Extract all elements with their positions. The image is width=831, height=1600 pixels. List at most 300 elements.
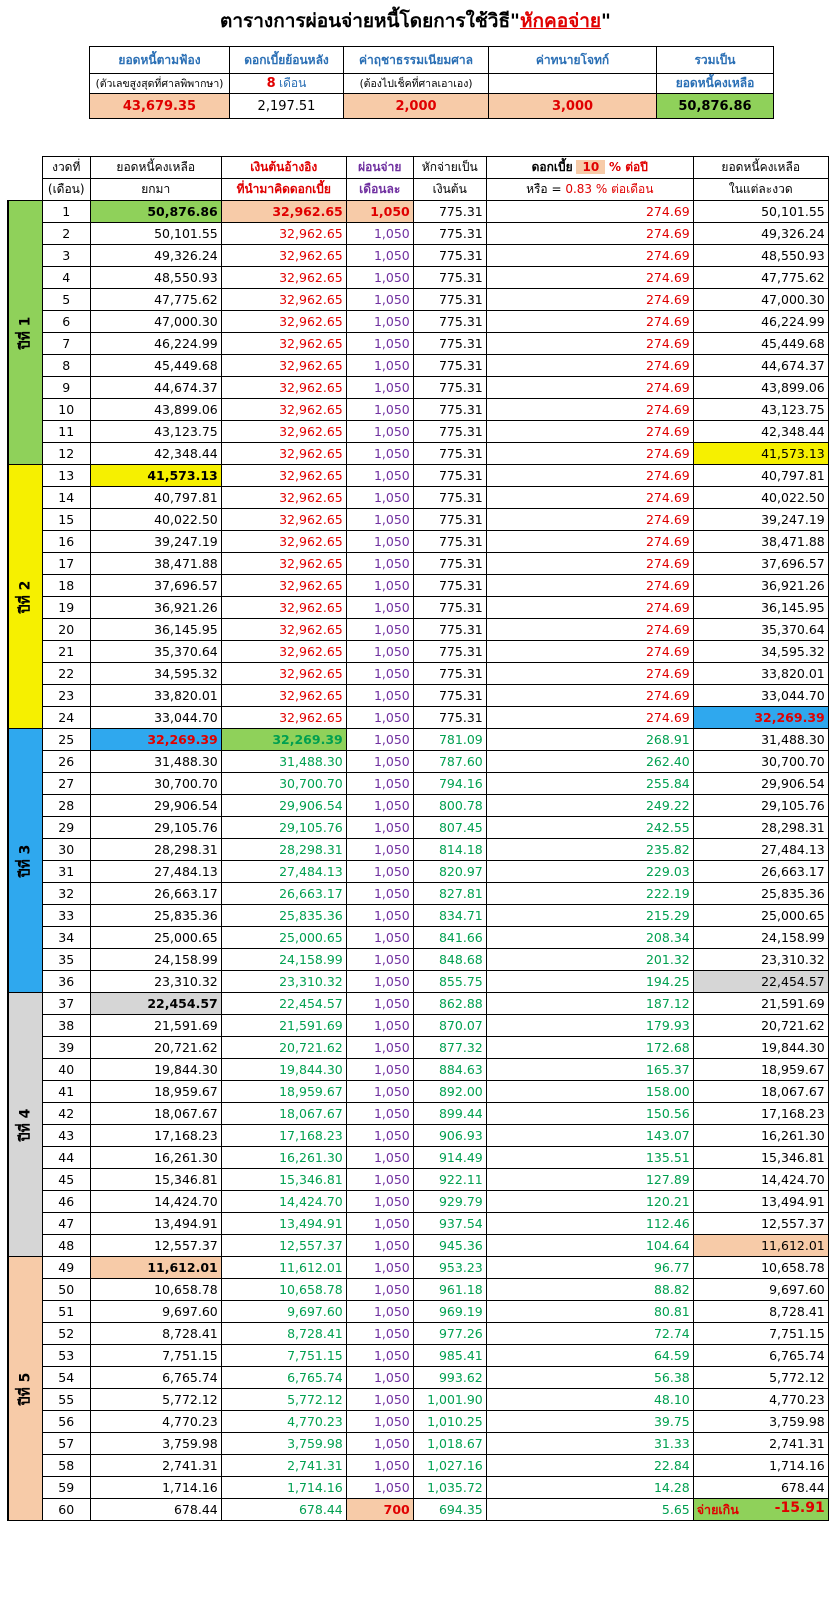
cell-balance-forward: 678.44	[90, 1499, 221, 1521]
cell-interest: 88.82	[486, 1279, 693, 1301]
cell-principal-paid: 937.54	[413, 1213, 486, 1235]
table-row	[8, 1103, 828, 1125]
cell-interest: 135.51	[486, 1147, 693, 1169]
cell-balance-end-value: 29,105.76	[761, 798, 825, 813]
cell-payment: 1,050	[346, 1345, 413, 1367]
summary-value-debt: 43,679.35	[90, 94, 230, 119]
cell-period: 28	[42, 795, 90, 817]
table-row	[8, 685, 828, 707]
cell-period: 9	[42, 377, 90, 399]
cell-balance-end-value: 47,000.30	[761, 292, 825, 307]
cell-balance-end-value: 9,697.60	[769, 1282, 825, 1297]
cell-balance-forward: 1,714.16	[90, 1477, 221, 1499]
cell-balance-end-value: 14,424.70	[761, 1172, 825, 1187]
cell-interest: 274.69	[486, 575, 693, 597]
cell-ref-principal: 32,962.65	[221, 553, 346, 575]
table-row	[8, 575, 828, 597]
cell-balance-end-value: 26,663.17	[761, 864, 825, 879]
cell-balance-end-value: 23,310.32	[761, 952, 825, 967]
cell-principal-paid: 834.71	[413, 905, 486, 927]
cell-ref-principal: 12,557.37	[221, 1235, 346, 1257]
cell-ref-principal: 32,962.65	[221, 399, 346, 421]
cell-principal-paid: 892.00	[413, 1081, 486, 1103]
cell-principal-paid: 961.18	[413, 1279, 486, 1301]
cell-period: 3	[42, 245, 90, 267]
header-principal-paid-2: เงินต้น	[413, 179, 486, 201]
table-row	[8, 817, 828, 839]
cell-balance-forward: 12,557.37	[90, 1235, 221, 1257]
summary-sub-total: ยอดหนี้คงเหลือ	[657, 74, 774, 94]
cell-balance-forward: 25,000.65	[90, 927, 221, 949]
cell-balance-forward: 48,550.93	[90, 267, 221, 289]
cell-balance-end-value: 24,158.99	[761, 930, 825, 945]
cell-principal-paid: 800.78	[413, 795, 486, 817]
cell-interest: 274.69	[486, 553, 693, 575]
cell-payment: 1,050	[346, 729, 413, 751]
cell-balance-forward: 45,449.68	[90, 355, 221, 377]
table-row	[8, 1015, 828, 1037]
cell-balance-end	[693, 1125, 828, 1147]
cell-interest: 179.93	[486, 1015, 693, 1037]
cell-interest: 127.89	[486, 1169, 693, 1191]
cell-balance-end	[693, 1257, 828, 1279]
cell-balance-forward: 41,573.13	[90, 465, 221, 487]
cell-balance-end-value: 37,696.57	[761, 556, 825, 571]
cell-period: 6	[42, 311, 90, 333]
table-row	[8, 619, 828, 641]
cell-principal-paid: 787.60	[413, 751, 486, 773]
cell-principal-paid: 775.31	[413, 377, 486, 399]
cell-interest: 268.91	[486, 729, 693, 751]
cell-ref-principal: 28,298.31	[221, 839, 346, 861]
cell-interest: 274.69	[486, 421, 693, 443]
cell-balance-forward: 20,721.62	[90, 1037, 221, 1059]
cell-ref-principal: 2,741.31	[221, 1455, 346, 1477]
summary-header-total: รวมเป็น	[657, 47, 774, 74]
cell-balance-forward: 46,224.99	[90, 333, 221, 355]
header-ref-principal-2: ที่นำมาคิดดอกเบี้ย	[221, 179, 346, 201]
header-principal-paid: หักจ่ายเป็น	[413, 157, 486, 179]
cell-principal-paid: 827.81	[413, 883, 486, 905]
cell-balance-end-value: 36,145.95	[761, 600, 825, 615]
cell-balance-end	[693, 1477, 828, 1499]
cell-balance-forward: 9,697.60	[90, 1301, 221, 1323]
table-row	[8, 707, 828, 729]
cell-principal-paid: 775.31	[413, 553, 486, 575]
cell-period: 52	[42, 1323, 90, 1345]
cell-principal-paid: 848.68	[413, 949, 486, 971]
summary-value-court-fee: 2,000	[344, 94, 489, 119]
cell-interest: 56.38	[486, 1367, 693, 1389]
cell-period: 26	[42, 751, 90, 773]
cell-interest: 165.37	[486, 1059, 693, 1081]
cell-period: 41	[42, 1081, 90, 1103]
cell-balance-end	[693, 1037, 828, 1059]
cell-payment: 1,050	[346, 1433, 413, 1455]
cell-balance-end-value: 43,899.06	[761, 380, 825, 395]
cell-payment: 1,050	[346, 1323, 413, 1345]
cell-balance-forward: 17,168.23	[90, 1125, 221, 1147]
cell-balance-end	[693, 729, 828, 751]
cell-principal-paid: 775.31	[413, 311, 486, 333]
cell-balance-end-value: 40,022.50	[761, 490, 825, 505]
header-ref-principal: เงินต้นอ้างอิง	[221, 157, 346, 179]
cell-principal-paid: 922.11	[413, 1169, 486, 1191]
cell-payment: 1,050	[346, 399, 413, 421]
cell-ref-principal: 1,714.16	[221, 1477, 346, 1499]
cell-balance-end-value: 31,488.30	[761, 732, 825, 747]
table-row	[8, 751, 828, 773]
cell-interest: 274.69	[486, 201, 693, 223]
cell-balance-forward: 36,921.26	[90, 597, 221, 619]
cell-balance-end-value: 50,101.55	[761, 204, 825, 219]
cell-balance-forward: 3,759.98	[90, 1433, 221, 1455]
cell-balance-forward: 27,484.13	[90, 861, 221, 883]
cell-interest: 235.82	[486, 839, 693, 861]
cell-payment: 1,050	[346, 619, 413, 641]
cell-balance-end	[693, 1433, 828, 1455]
cell-period: 20	[42, 619, 90, 641]
cell-balance-end	[693, 1103, 828, 1125]
cell-interest: 104.64	[486, 1235, 693, 1257]
summary-sub-court-fee: (ต้องไปเช็คที่ศาลเอาเอง)	[344, 74, 489, 94]
cell-interest: 274.69	[486, 355, 693, 377]
cell-period: 56	[42, 1411, 90, 1433]
cell-balance-end-value: 28,298.31	[761, 820, 825, 835]
cell-period: 23	[42, 685, 90, 707]
cell-principal-paid: 1,035.72	[413, 1477, 486, 1499]
cell-ref-principal: 14,424.70	[221, 1191, 346, 1213]
cell-balance-end-value: 47,775.62	[761, 270, 825, 285]
cell-period: 36	[42, 971, 90, 993]
cell-balance-forward: 40,022.50	[90, 509, 221, 531]
cell-period: 4	[42, 267, 90, 289]
cell-balance-end-value: 29,906.54	[761, 776, 825, 791]
cell-ref-principal: 7,751.15	[221, 1345, 346, 1367]
table-row	[8, 1059, 828, 1081]
cell-period: 48	[42, 1235, 90, 1257]
cell-balance-end	[693, 685, 828, 707]
cell-balance-forward: 8,728.41	[90, 1323, 221, 1345]
cell-principal-paid: 775.31	[413, 707, 486, 729]
cell-ref-principal: 32,269.39	[221, 729, 346, 751]
table-row	[8, 1389, 828, 1411]
cell-period: 18	[42, 575, 90, 597]
table-row	[8, 1301, 828, 1323]
cell-balance-end-value: 44,674.37	[761, 358, 825, 373]
table-row	[8, 1037, 828, 1059]
cell-payment: 1,050	[346, 927, 413, 949]
cell-ref-principal: 25,000.65	[221, 927, 346, 949]
cell-balance-end	[693, 1015, 828, 1037]
cell-ref-principal: 15,346.81	[221, 1169, 346, 1191]
cell-balance-end-value: 11,612.01	[761, 1238, 825, 1253]
cell-balance-end	[693, 1147, 828, 1169]
cell-balance-end	[693, 795, 828, 817]
cell-interest: 274.69	[486, 377, 693, 399]
cell-interest: 255.84	[486, 773, 693, 795]
table-row	[8, 1125, 828, 1147]
cell-period: 14	[42, 487, 90, 509]
summary-header-back-interest: ดอกเบี้ยย้อนหลัง	[230, 47, 344, 74]
cell-balance-end-value: 33,044.70	[761, 688, 825, 703]
cell-balance-end-value: 33,820.01	[761, 666, 825, 681]
cell-balance-end	[693, 267, 828, 289]
cell-balance-end-value: 25,000.65	[761, 908, 825, 923]
cell-interest: 274.69	[486, 487, 693, 509]
header-balance-forward: ยอดหนี้คงเหลือ	[90, 157, 221, 179]
cell-balance-end-value: 49,326.24	[761, 226, 825, 241]
cell-balance-end	[693, 927, 828, 949]
cell-interest: 249.22	[486, 795, 693, 817]
cell-balance-forward: 43,899.06	[90, 399, 221, 421]
cell-ref-principal: 32,962.65	[221, 443, 346, 465]
cell-payment: 1,050	[346, 817, 413, 839]
cell-payment: 1,050	[346, 311, 413, 333]
cell-ref-principal: 32,962.65	[221, 289, 346, 311]
cell-balance-end-value: 17,168.23	[761, 1106, 825, 1121]
cell-balance-end	[693, 1235, 828, 1257]
cell-payment: 1,050	[346, 1103, 413, 1125]
cell-period: 51	[42, 1301, 90, 1323]
year-label	[8, 1257, 42, 1521]
cell-interest: 274.69	[486, 619, 693, 641]
cell-payment: 1,050	[346, 267, 413, 289]
cell-period: 55	[42, 1389, 90, 1411]
cell-principal-paid: 820.97	[413, 861, 486, 883]
cell-balance-end-value: 10,658.78	[761, 1260, 825, 1275]
cell-ref-principal: 13,494.91	[221, 1213, 346, 1235]
cell-principal-paid: 929.79	[413, 1191, 486, 1213]
header-interest-monthly: หรือ = 0.83 % ต่อเดือน	[486, 179, 693, 201]
cell-balance-end-value: 2,741.31	[769, 1436, 825, 1451]
table-row	[8, 949, 828, 971]
cell-period: 59	[42, 1477, 90, 1499]
table-row	[8, 1455, 828, 1477]
table-row	[8, 1411, 828, 1433]
table-row	[8, 311, 828, 333]
cell-balance-end-value: 5,772.12	[769, 1370, 825, 1385]
cell-period: 24	[42, 707, 90, 729]
table-row	[8, 1433, 828, 1455]
year-label-text: ปีที่ 4	[17, 1108, 34, 1141]
summary-sub-months: 8 เดือน	[230, 74, 344, 94]
cell-ref-principal: 8,728.41	[221, 1323, 346, 1345]
cell-ref-principal: 23,310.32	[221, 971, 346, 993]
cell-balance-end	[693, 575, 828, 597]
cell-balance-forward: 2,741.31	[90, 1455, 221, 1477]
cell-principal-paid: 775.31	[413, 289, 486, 311]
cell-period: 40	[42, 1059, 90, 1081]
cell-interest: 96.77	[486, 1257, 693, 1279]
cell-balance-end	[693, 597, 828, 619]
cell-balance-end-value: 16,261.30	[761, 1128, 825, 1143]
cell-ref-principal: 17,168.23	[221, 1125, 346, 1147]
cell-principal-paid: 775.31	[413, 531, 486, 553]
cell-principal-paid: 775.31	[413, 685, 486, 707]
cell-balance-end	[693, 1059, 828, 1081]
summary-header-lawyer-fee: ค่าทนายโจทก์	[489, 47, 657, 74]
cell-payment: 1,050	[346, 707, 413, 729]
cell-balance-end	[693, 641, 828, 663]
header-payment-2: เดือนละ	[346, 179, 413, 201]
cell-balance-end	[693, 553, 828, 575]
table-row	[8, 729, 828, 751]
cell-ref-principal: 10,658.78	[221, 1279, 346, 1301]
cell-interest: 80.81	[486, 1301, 693, 1323]
cell-ref-principal: 32,962.65	[221, 575, 346, 597]
table-row	[8, 531, 828, 553]
cell-ref-principal: 27,484.13	[221, 861, 346, 883]
cell-principal-paid: 977.26	[413, 1323, 486, 1345]
header-period: งวดที่	[42, 157, 90, 179]
cell-balance-end	[693, 883, 828, 905]
cell-payment: 1,050	[346, 861, 413, 883]
cell-payment: 1,050	[346, 597, 413, 619]
cell-balance-end	[693, 1191, 828, 1213]
cell-period: 19	[42, 597, 90, 619]
cell-ref-principal: 32,962.65	[221, 597, 346, 619]
cell-ref-principal: 32,962.65	[221, 355, 346, 377]
cell-balance-end-value: 18,959.67	[761, 1062, 825, 1077]
table-row	[8, 509, 828, 531]
cell-balance-end	[693, 905, 828, 927]
cell-balance-end-value: 27,484.13	[761, 842, 825, 857]
cell-payment: 1,050	[346, 553, 413, 575]
table-row	[8, 663, 828, 685]
cell-interest: 14.28	[486, 1477, 693, 1499]
header-payment: ผ่อนจ่าย	[346, 157, 413, 179]
cell-interest: 64.59	[486, 1345, 693, 1367]
summary-value-lawyer-fee: 3,000	[489, 94, 657, 119]
cell-balance-end-value: 12,557.37	[761, 1216, 825, 1231]
cell-payment: 1,050	[346, 487, 413, 509]
cell-balance-end	[693, 377, 828, 399]
cell-balance-end	[693, 223, 828, 245]
cell-ref-principal: 5,772.12	[221, 1389, 346, 1411]
cell-principal-paid: 953.23	[413, 1257, 486, 1279]
cell-payment: 1,050	[346, 355, 413, 377]
cell-balance-forward: 44,674.37	[90, 377, 221, 399]
cell-balance-end-value: 38,471.88	[761, 534, 825, 549]
cell-payment: 1,050	[346, 1169, 413, 1191]
cell-balance-forward: 31,488.30	[90, 751, 221, 773]
table-row	[8, 289, 828, 311]
cell-interest: 158.00	[486, 1081, 693, 1103]
cell-principal-paid: 862.88	[413, 993, 486, 1015]
cell-interest: 48.10	[486, 1389, 693, 1411]
cell-balance-forward: 33,820.01	[90, 685, 221, 707]
cell-principal-paid: 814.18	[413, 839, 486, 861]
cell-interest: 5.65	[486, 1499, 693, 1521]
cell-interest: 229.03	[486, 861, 693, 883]
cell-principal-paid: 807.45	[413, 817, 486, 839]
cell-balance-end-value: 36,921.26	[761, 578, 825, 593]
cell-period: 12	[42, 443, 90, 465]
cell-ref-principal: 29,906.54	[221, 795, 346, 817]
cell-payment: 1,050	[346, 773, 413, 795]
cell-balance-end-value: 41,573.13	[761, 446, 825, 461]
cell-balance-end	[693, 201, 828, 223]
cell-payment: 1,050	[346, 1191, 413, 1213]
year-label	[8, 465, 42, 729]
cell-ref-principal: 26,663.17	[221, 883, 346, 905]
summary-header-debt: ยอดหนี้ตามฟ้อง	[90, 47, 230, 74]
cell-ref-principal: 32,962.65	[221, 509, 346, 531]
cell-payment: 1,050	[346, 1389, 413, 1411]
table-row	[8, 245, 828, 267]
cell-principal-paid: 775.31	[413, 399, 486, 421]
cell-payment: 1,050	[346, 1411, 413, 1433]
table-row	[8, 267, 828, 289]
cell-ref-principal: 32,962.65	[221, 685, 346, 707]
cell-ref-principal: 11,612.01	[221, 1257, 346, 1279]
cell-period: 45	[42, 1169, 90, 1191]
cell-interest: 208.34	[486, 927, 693, 949]
cell-balance-end	[693, 531, 828, 553]
table-row	[8, 553, 828, 575]
cell-balance-forward: 47,775.62	[90, 289, 221, 311]
cell-period: 42	[42, 1103, 90, 1125]
cell-principal-paid: 775.31	[413, 597, 486, 619]
table-row	[8, 1169, 828, 1191]
cell-principal-paid: 945.36	[413, 1235, 486, 1257]
table-row	[8, 1279, 828, 1301]
cell-principal-paid: 906.93	[413, 1125, 486, 1147]
cell-balance-forward: 50,101.55	[90, 223, 221, 245]
cell-interest: 215.29	[486, 905, 693, 927]
cell-balance-end	[693, 289, 828, 311]
cell-period: 57	[42, 1433, 90, 1455]
cell-balance-end-value: 18,067.67	[761, 1084, 825, 1099]
cell-interest: 274.69	[486, 333, 693, 355]
cell-payment: 1,050	[346, 795, 413, 817]
cell-balance-end-value: 35,370.64	[761, 622, 825, 637]
summary-value-back-interest: 2,197.51	[230, 94, 344, 119]
cell-ref-principal: 21,591.69	[221, 1015, 346, 1037]
cell-balance-end-value: 21,591.69	[761, 996, 825, 1011]
cell-principal-paid: 899.44	[413, 1103, 486, 1125]
table-row	[8, 399, 828, 421]
cell-balance-end-value: 34,595.32	[761, 644, 825, 659]
cell-balance-end	[693, 509, 828, 531]
cell-period: 5	[42, 289, 90, 311]
table-row	[8, 839, 828, 861]
year-label-text: ปีที่ 3	[17, 844, 34, 877]
cell-ref-principal: 32,962.65	[221, 311, 346, 333]
cell-period: 22	[42, 663, 90, 685]
header-balance-end-2: ในแต่ละงวด	[693, 179, 828, 201]
cell-interest: 274.69	[486, 223, 693, 245]
cell-balance-end	[693, 1169, 828, 1191]
summary-table	[89, 46, 774, 119]
cell-period: 2	[42, 223, 90, 245]
cell-period: 7	[42, 333, 90, 355]
cell-ref-principal: 4,770.23	[221, 1411, 346, 1433]
cell-interest: 112.46	[486, 1213, 693, 1235]
cell-period: 53	[42, 1345, 90, 1367]
cell-payment: 1,050	[346, 377, 413, 399]
header-balance-forward-2: ยกมา	[90, 179, 221, 201]
cell-payment: 1,050	[346, 1213, 413, 1235]
cell-balance-forward: 14,424.70	[90, 1191, 221, 1213]
cell-period: 38	[42, 1015, 90, 1037]
cell-principal-paid: 855.75	[413, 971, 486, 993]
cell-payment: 1,050	[346, 751, 413, 773]
cell-balance-end-value: 25,835.36	[761, 886, 825, 901]
cell-principal-paid: 775.31	[413, 509, 486, 531]
cell-balance-end	[693, 1323, 828, 1345]
